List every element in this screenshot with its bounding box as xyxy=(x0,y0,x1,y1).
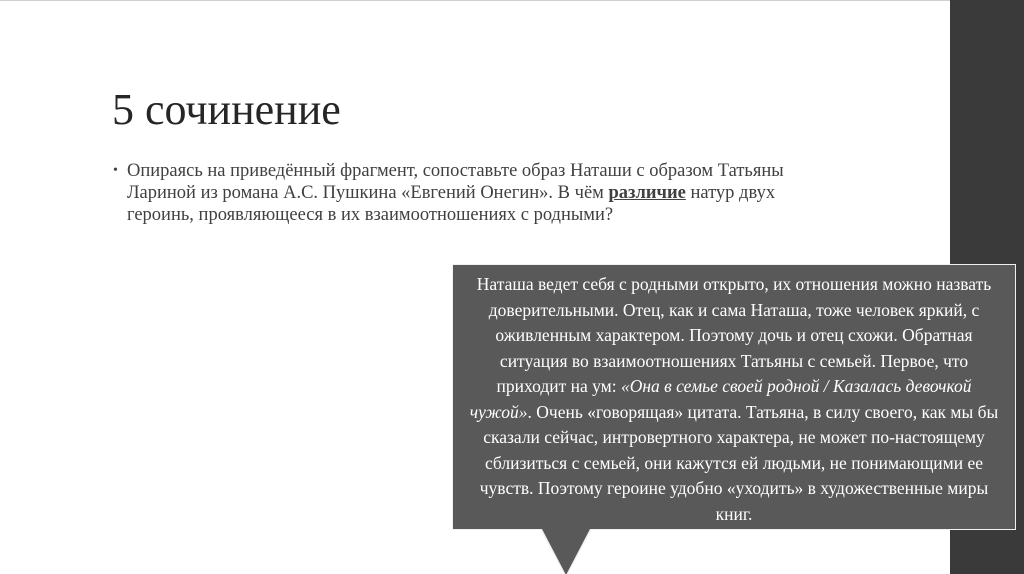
bullet-item xyxy=(113,160,833,226)
callout-box xyxy=(452,264,1016,530)
bullet-text-part2: натур двух героинь, проявляющееся в их взаимоотношениях с родными? xyxy=(127,183,776,225)
bullet-dot-icon: • xyxy=(113,163,118,178)
bullet-text xyxy=(113,160,833,226)
bullet-emphasis: различие xyxy=(608,183,686,203)
callout-text-part1: Наташа ведет себя с родными открыто, их отношения можно назвать доверительными. Отец, как и сама Наташа, тоже человек яркий, с оживленным характером. Поэтому дочь и отец схожи. Обратная ситуация во взаимоотношениях Татьяны с семьей. Первое, что приходит на ум: xyxy=(476,274,992,396)
callout-text-part2: . Очень «говорящая» цитата. Татьяна, в силу своего, как мы бы сказали сейчас, интровертного характера, не может по-настоящему сблизиться с семьей, они кажутся ей людьми, не понимающими ее чувств. Поэтому героине удобно «уходить» в художественные миры книг. xyxy=(479,401,999,524)
callout-quote: «Она в семье своей родной / Казалась девочкой чужой» xyxy=(469,376,972,422)
slide-title: 5 сочинение xyxy=(112,85,341,134)
callout-pointer xyxy=(542,529,590,574)
top-divider xyxy=(0,0,950,1)
bullet-text-part1: Опираясь на приведённый фрагмент, сопоставьте образ Наташи с образом Татьяны Лариной из романа А.С. Пушкина «Евгений Онегин». В чём xyxy=(127,161,784,203)
